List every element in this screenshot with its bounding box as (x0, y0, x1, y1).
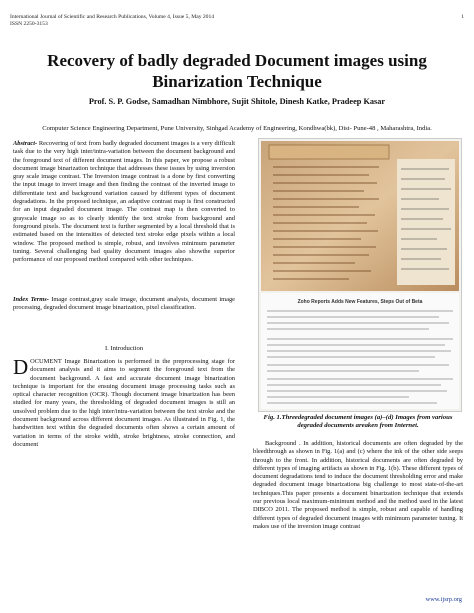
background-paragraph (253, 440, 463, 531)
snippet-title: Zoho Reports Adds New Features, Steps Out of Beta (297, 299, 423, 305)
figure-degraded-images (258, 138, 462, 412)
drop-cap: D (13, 355, 29, 379)
abstract (13, 140, 235, 264)
abstract-label: Abstract- (13, 140, 38, 147)
page-number: 1 (461, 14, 464, 20)
index-terms-label: Index Terms- (13, 296, 49, 303)
affiliation: Computer Science Engineering Department, Pune University, Sinhgad Academy of Engineering, Kondhwa(bk), Dist- Pune-48 , Maharashtra, India. (42, 125, 432, 132)
intro-paragraph (13, 355, 235, 449)
author-list: Prof. S. P. Godse, Samadhan Nimbhore, Sujit Shitole, Dinesh Katke, Pradeep Kasar (88, 97, 386, 106)
intro-text: OCUMENT Image Binarization is performed in the preprocessing stage for document analysis and it aims to segment the foreground text from the document background. A fast and accurate document image binarization technique is important for the ensuing document image processing tasks such as optical character recognition (OCR). Though document image binarization has been studied for many years, the thresholding of degraded document images is still an unsolved problem due to the high inter/intra-variation between the text stroke and the document background across different document images. As illustrated in Fig. 1, the handwritten text within the degraded documents often shows a certain amount of variation in terms of the stroke width, stroke brightness, stroke connection, and document (13, 358, 235, 448)
running-header (10, 14, 214, 28)
journal-line: International Journal of Scientific and Research Publications, Volume 4, Issue 5, May 2014 (10, 14, 215, 20)
figure-caption: Fig. 1.Threedegraded document images (a)–(d) Images from various degraded documents areaken from Internet. (263, 414, 453, 430)
footer-url[interactable]: www.ijsrp.org (425, 596, 462, 603)
index-terms-text: Image contrast,gray scale image, document analysis, document image processing, degraded document image binarization, pixel classification. (13, 296, 236, 312)
index-terms (13, 296, 235, 313)
section-heading: I. Introduction (104, 345, 144, 352)
figure-image (259, 139, 461, 411)
issn-line: ISSN 2250-3153 (10, 21, 48, 27)
paper-title: Recovery of badly degraded Document images using Binarization Technique (47, 51, 427, 91)
abstract-text: Recovering of text from badly degraded document images is a very difficult task due to the very high inter/intra-variation between the document background and the foreground text of different document images. In this paper, we propose a robust document image binarization technique that addresses these issues by using inversion gray scale image contrast. The Inversion image contrast is a done by first converting the input image to invert image and then finding the contrast of the inverted image to differentiate text and background variation caused by different types of document degradations. In the proposed technique, an adaptive contrast map is first constructed for an input degraded document image. The contrast map is then converted to grayscale image so as to clearly identify the text stroke from background and foreground pixels. The document text is further segmented by a local threshold that is estimated based on the intensities of detected text stroke edge pixels within a local window. The proposed method is simple, robust, and involves minimum parameter tuning. Several challenging bad quality document images also showthe superior performance of our proposed method compared with other techniques. (13, 140, 235, 264)
handwritten-page (397, 159, 455, 285)
background-text: Background . In addition, historical documents are often degraded by the bleedthrough as shown in Fig. 1(a) and (c) where the ink of the other side seeps through to the front. In addition, historical documents are often degraded by different types of imaging artifacts as shown in Fig. 1(b). These different types of document degradations tend to induce the document thresholding error and make degraded document image binarizationa big challenge to most state-of-the-art techniques.This paper presents a document binarization technique that extends our previous local maximum-minimum method and the method used in the latest DIBCO 2011. The proposed method is simple, robust and capable of handling different types of degraded document images with minimum parameter tuning. It makes use of the inversion image contrast (253, 440, 463, 530)
